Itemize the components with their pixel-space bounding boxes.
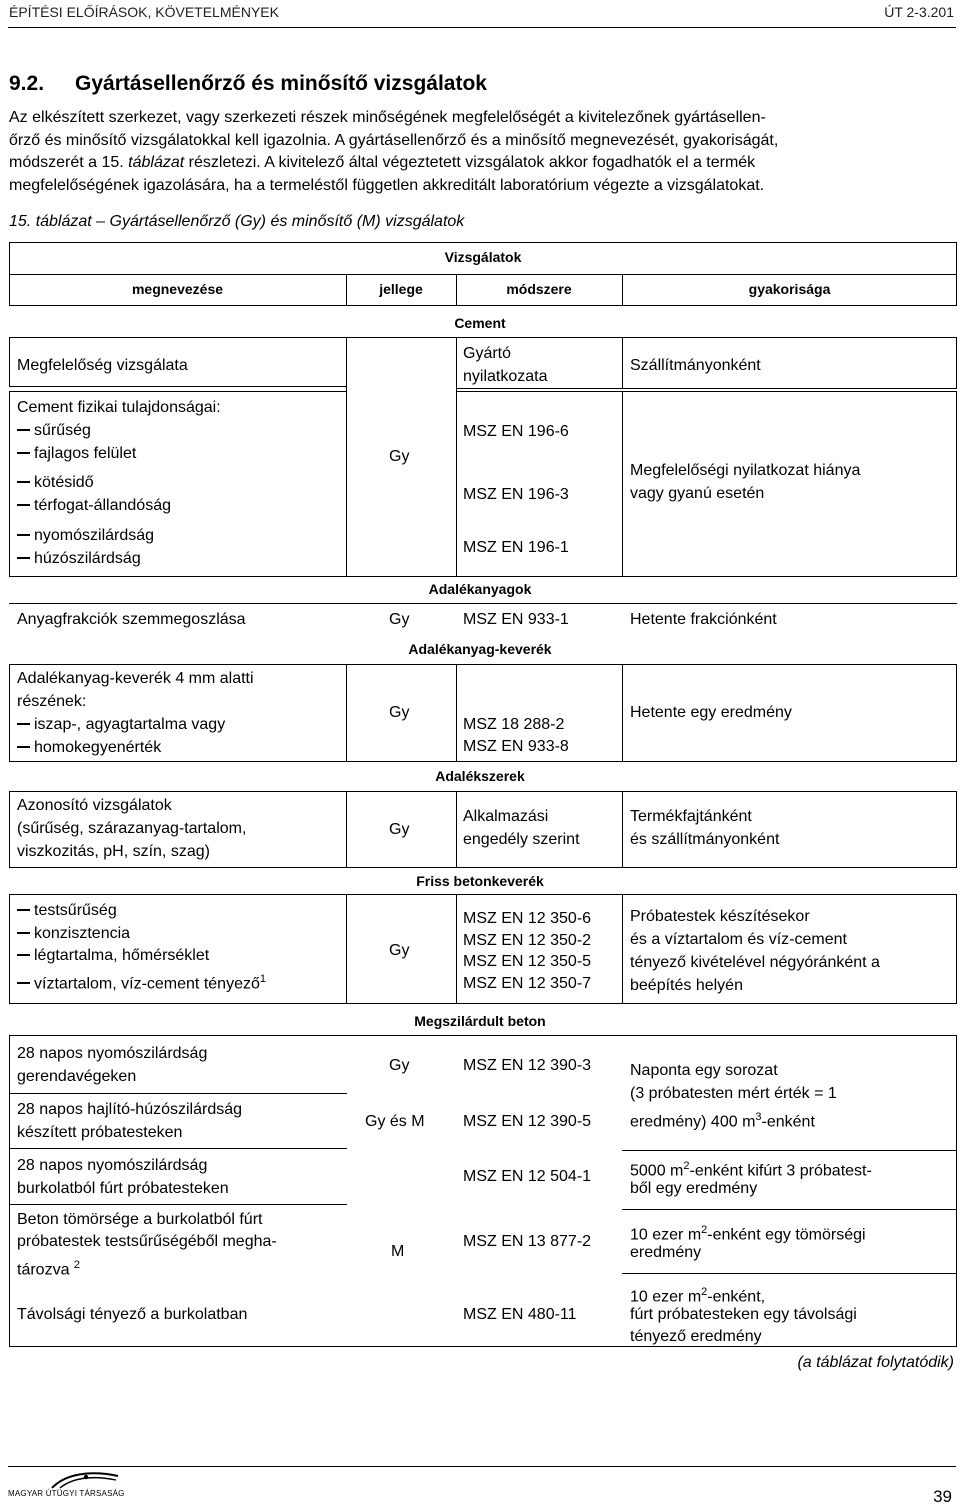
fresh-method-2: MSZ EN 12 350-2 bbox=[463, 932, 592, 949]
intro-paragraph bbox=[9, 107, 955, 197]
cement-compliance-test: Megfelelőség vizsgálata bbox=[17, 357, 188, 374]
mix-method-1: MSZ 18 288-2 bbox=[463, 716, 565, 733]
hardened-r1-type: Gy bbox=[389, 1057, 410, 1074]
hardened-r4-a: Beton tömörsége a burkolatból fúrt bbox=[17, 1211, 263, 1228]
list-item: homokegyenérték bbox=[17, 737, 161, 760]
hardened-r3-a: 28 napos nyomószilárdság bbox=[17, 1157, 208, 1174]
fresh-frequency-3: tényező kivételével négyóránként a bbox=[630, 954, 880, 971]
list-item: légtartalma, hőmérséklet bbox=[17, 945, 209, 968]
mix-method-2: MSZ EN 933-8 bbox=[463, 738, 569, 755]
admixture-method-2: engedély szerint bbox=[463, 831, 580, 848]
admixture-frequency-2: és szállítmányonként bbox=[630, 831, 780, 848]
header-name: megnevezése bbox=[131, 281, 224, 297]
logo-text: MAGYAR ÚTÜGYI TÁRSASÁG bbox=[8, 1489, 125, 1498]
cement-physical-title: Cement fizikai tulajdonságai: bbox=[17, 399, 221, 416]
cement-type: Gy bbox=[389, 448, 410, 465]
hardened-type-m: M bbox=[391, 1243, 405, 1260]
fresh-frequency-1: Próbatestek készítésekor bbox=[630, 908, 810, 925]
hardened-r5-freq-1: 10 ezer $m^2$-enként, bbox=[630, 1286, 766, 1306]
list-item: konzisztencia bbox=[17, 923, 130, 946]
mix-name-2: részének: bbox=[17, 693, 87, 710]
logo-icon bbox=[50, 1470, 120, 1490]
list-item: kötésidő bbox=[17, 472, 94, 495]
para-line: megfelelőségének igazolására, ha a termeléstől független akkreditált laboratórium végezte a vizsgálatokat. bbox=[9, 176, 765, 194]
header-method: módszere bbox=[506, 281, 572, 297]
hardened-r4-method: MSZ EN 13 877-2 bbox=[463, 1233, 592, 1250]
hardened-r2-method: MSZ EN 12 390-5 bbox=[463, 1113, 592, 1130]
cement-method-3: MSZ EN 196-3 bbox=[463, 486, 569, 503]
admixture-type: Gy bbox=[389, 821, 410, 838]
list-item: víztartalom, víz-cement tényező$^1$ bbox=[17, 968, 266, 996]
admixture-frequency-1: Termékfajtánként bbox=[630, 808, 752, 825]
admixture-method-1: Alkalmazási bbox=[463, 808, 549, 825]
section-label-fresh-concrete: Friss betonkeverék bbox=[416, 873, 544, 889]
section-label-cement: Cement bbox=[454, 315, 506, 331]
hardened-r5-freq-2: fúrt próbatesteken egy távolsági bbox=[630, 1306, 857, 1323]
section-title bbox=[9, 72, 487, 96]
fresh-method-1: MSZ EN 12 350-6 bbox=[463, 910, 592, 927]
list-item: iszap-, agyagtartalma vagy bbox=[17, 714, 225, 737]
cement-method-4: MSZ EN 196-1 bbox=[463, 539, 569, 556]
cement-method-1b: nyilatkozata bbox=[463, 368, 548, 385]
hardened-r4-freq-2: eredmény bbox=[630, 1244, 702, 1261]
fresh-method-3: MSZ EN 12 350-5 bbox=[463, 953, 592, 970]
cement-method-1a: Gyártó bbox=[463, 345, 512, 362]
para-line: Az elkészített szerkezet, vagy szerkezeti részek minőségének megfelelőségét a kivitelezőnek gyártásellen- bbox=[9, 109, 766, 126]
aggregates-frequency: Hetente frakciónként bbox=[630, 611, 777, 628]
hardened-r2-b: készített próbatesteken bbox=[17, 1124, 183, 1141]
hardened-r3-freq-2: ből egy eredmény bbox=[630, 1180, 758, 1197]
list-item: nyomószilárdság bbox=[17, 525, 154, 548]
hardened-r1-a: 28 napos nyomószilárdság bbox=[17, 1045, 208, 1062]
list-item: fajlagos felület bbox=[17, 443, 136, 466]
header-group: Vizsgálatok bbox=[444, 249, 522, 265]
para-line: módszerét a 15. táblázat részletezi. A kivitelező által végeztetett vizsgálatok akkor fogadhatók el a termék bbox=[9, 154, 756, 172]
mix-name-1: Adalékanyag-keverék 4 mm alatti bbox=[17, 670, 254, 687]
cement-method-2: MSZ EN 196-6 bbox=[463, 423, 569, 440]
cement-frequency-2a: Megfelelőségi nyilatkozat hiánya bbox=[630, 462, 861, 479]
list-item: térfogat-állandóság bbox=[17, 495, 171, 518]
admixture-name-3: viszkozitás, pH, szín, szag) bbox=[17, 843, 210, 860]
section-number: 9.2. bbox=[9, 72, 45, 95]
aggregates-name: Anyagfrakciók szemmegoszlása bbox=[17, 611, 246, 628]
hardened-r2-a: 28 napos hajlító-húzószilárdság bbox=[17, 1101, 243, 1118]
header-rule bbox=[8, 27, 956, 28]
hardened-r1-method: MSZ EN 12 390-3 bbox=[463, 1057, 592, 1074]
header-type: jellege bbox=[379, 281, 423, 297]
hardened-r4-c: tározva $^2$ bbox=[17, 1259, 81, 1279]
list-item: sűrűség bbox=[17, 420, 91, 443]
page-number: 39 bbox=[933, 1487, 952, 1506]
fresh-type: Gy bbox=[389, 942, 410, 959]
hardened-r2-type: Gy és M bbox=[365, 1113, 425, 1130]
hardened-r5-a: Távolsági tényező a burkolatban bbox=[17, 1306, 248, 1323]
aggregates-method: MSZ EN 933-1 bbox=[463, 611, 569, 628]
aggregates-type: Gy bbox=[389, 611, 410, 628]
fresh-method-4: MSZ EN 12 350-7 bbox=[463, 975, 592, 992]
cement-frequency-2b: vagy gyanú esetén bbox=[630, 485, 765, 502]
section-label-mix: Adalékanyag-keverék bbox=[408, 641, 552, 657]
hardened-r5-method: MSZ EN 480-11 bbox=[463, 1306, 577, 1323]
para-line: őrző és minősítő vizsgálatokkal kell igazolnia. A gyártásellenőrző és a minősítő megnevezését, gyakoriságát, bbox=[9, 131, 779, 149]
hardened-r1-freq-3: eredmény) 400 $m^3$-enként bbox=[630, 1111, 815, 1131]
admixture-name-2: (sűrűség, szárazanyag-tartalom, bbox=[17, 820, 247, 837]
footer-rule bbox=[8, 1466, 956, 1467]
fresh-frequency-4: beépítés helyén bbox=[630, 977, 743, 994]
hardened-r4-freq-1: 10 ezer $m^2$-enként egy tömörségi bbox=[630, 1224, 866, 1244]
hardened-r1-freq-1: Naponta egy sorozat bbox=[630, 1062, 778, 1079]
hardened-r3-method: MSZ EN 12 504-1 bbox=[463, 1168, 592, 1185]
running-header-right: ÚT 2-3.201 bbox=[884, 4, 954, 20]
section-label-hardened-concrete: Megszilárdult beton bbox=[414, 1013, 546, 1029]
list-item: testsűrűség bbox=[17, 900, 117, 923]
cement-frequency-1: Szállítmányonként bbox=[630, 357, 761, 374]
hardened-r3-b: burkolatból fúrt próbatesteken bbox=[17, 1180, 229, 1197]
hardened-r3-freq-1: 5000 $m^2$-enként kifúrt 3 próbatest- bbox=[630, 1160, 872, 1180]
section-label-aggregates: Adalékanyagok bbox=[428, 581, 532, 597]
table-caption: 15. táblázat – Gyártásellenőrző (Gy) és minősítő (M) vizsgálatok bbox=[9, 213, 465, 230]
running-header-left: ÉPÍTÉSI ELŐÍRÁSOK, KÖVETELMÉNYEK bbox=[9, 4, 279, 20]
mix-frequency: Hetente egy eredmény bbox=[630, 704, 792, 721]
admixture-name-1: Azonosító vizsgálatok bbox=[17, 797, 172, 814]
fresh-frequency-2: és a víztartalom és víz-cement bbox=[630, 931, 847, 948]
mix-type: Gy bbox=[389, 704, 410, 721]
header-frequency: gyakorisága bbox=[748, 281, 831, 297]
section-label-admixtures: Adalékszerek bbox=[435, 768, 525, 784]
section-title-text: Gyártásellenőrző és minősítő vizsgálatok bbox=[75, 72, 487, 95]
hardened-r1-b: gerendavégeken bbox=[17, 1068, 137, 1085]
hardened-r5-freq-3: tényező eredmény bbox=[630, 1328, 762, 1345]
list-item: húzószilárdság bbox=[17, 548, 141, 571]
table-continues-note: (a táblázat folytatódik) bbox=[797, 1354, 954, 1371]
hardened-r1-freq-2: (3 próbatesten mért érték = 1 bbox=[630, 1085, 837, 1102]
hardened-r4-b: próbatestek testsűrűségéből megha- bbox=[17, 1233, 277, 1250]
